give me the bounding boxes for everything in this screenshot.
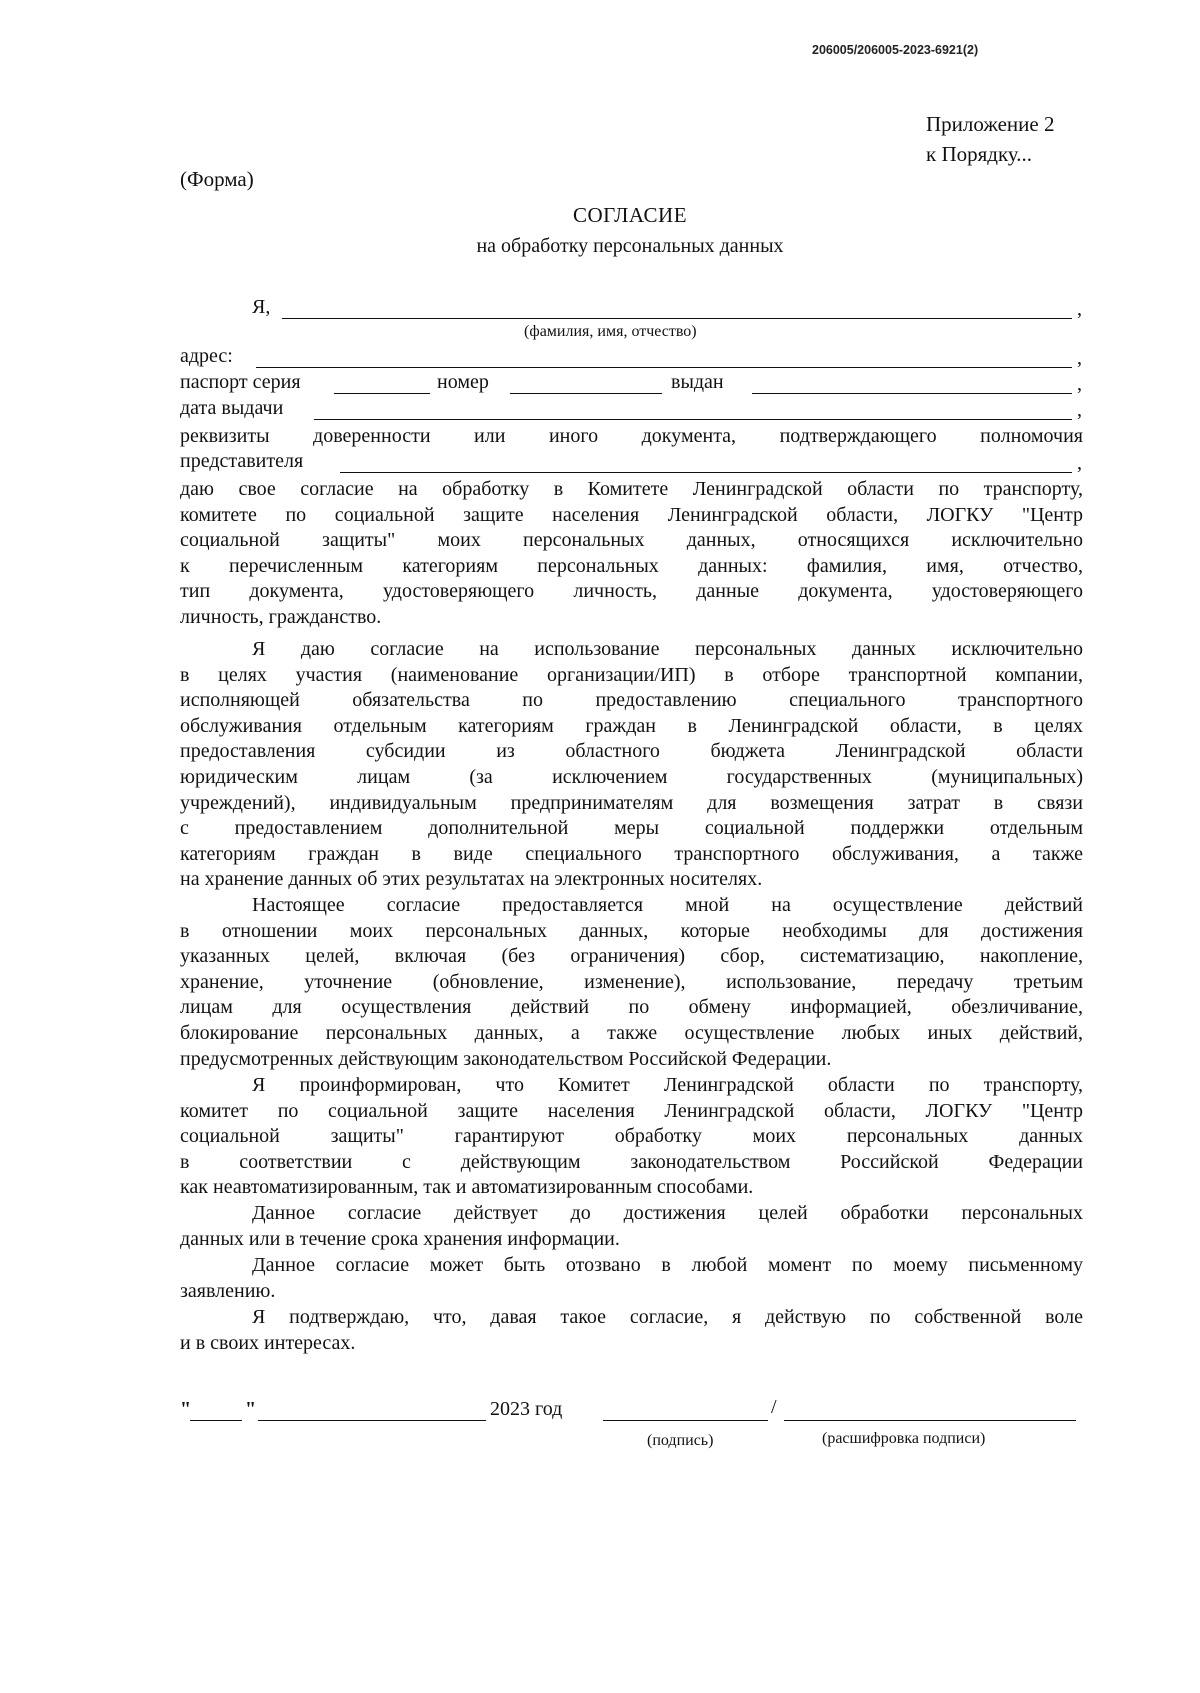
comma: ,: [1077, 347, 1082, 369]
text-line: юридическим лицам (за исключением государственных (муниципальных): [180, 765, 1083, 788]
text-line: даю свое согласие на обработку в Комитете Ленинградской области по транспорту,: [180, 478, 1083, 500]
text-line: Данное согласие может быть отозвано в любой момент по моему письменному: [252, 1254, 1083, 1276]
signature-field[interactable]: [603, 1420, 768, 1421]
appendix-reference: к Порядку...: [926, 142, 1033, 166]
comma: ,: [1077, 298, 1082, 320]
month-field[interactable]: [258, 1420, 486, 1421]
text-line: с предоставлением дополнительной меры социальной поддержки отдельным: [180, 817, 1083, 840]
paragraph-confirmation: [180, 1305, 1083, 1356]
text-line: личность, гражданство.: [180, 605, 382, 628]
form-label: (Форма): [180, 167, 254, 191]
representative-block: [180, 424, 1083, 450]
representative-line: реквизиты доверенности или иного документа, подтверждающего полномочия: [180, 425, 1083, 447]
appendix-label: Приложение 2: [926, 112, 1055, 136]
text-line: социальной защиты" гарантируют обработку моих персональных данных: [180, 1125, 1083, 1148]
text-line: блокирование персональных данных, а также осуществление любых иных действий,: [180, 1021, 1083, 1044]
text-line: обслуживания отдельным категориям граждан в Ленинградской области, в целях: [180, 714, 1083, 737]
text-line: категориям граждан в виде специального транспортного обслуживания, а также: [180, 842, 1083, 865]
comma: ,: [1077, 452, 1082, 474]
text-line: в отношении моих персональных данных, которые необходимы для достижения: [180, 919, 1083, 942]
text-line: Я даю согласие на использование персональных данных исключительно: [252, 638, 1083, 660]
text-line: комитет по социальной защите населения Ленинградской области, ЛОГКУ "Центр: [180, 1099, 1083, 1122]
document-title: СОГЛАСИЕ: [572, 203, 688, 227]
text-line: тип документа, удостоверяющего личность, данные документа, удостоверяющего: [180, 580, 1083, 603]
text-line: в соответствии с действующим законодательством Российской Федерации: [180, 1150, 1083, 1173]
comma: ,: [1077, 373, 1082, 395]
paragraph-revocation: [180, 1253, 1083, 1304]
text-line: исполняющей обязательства по предоставлению специального транспортного: [180, 689, 1083, 712]
passport-number-field[interactable]: [510, 393, 662, 394]
passport-number-label: номер: [437, 371, 489, 393]
paragraph-consent: [180, 477, 1083, 631]
text-line: предусмотренных действующим законодательством Российской Федерации.: [180, 1047, 832, 1070]
representative-field[interactable]: [340, 472, 1072, 473]
text-line: к перечисленным категориям персональных данных: фамилия, имя, отчество,: [180, 554, 1083, 577]
signature-decoding-field[interactable]: [784, 1420, 1076, 1421]
issue-date-label: дата выдачи: [180, 397, 284, 419]
passport-series-field[interactable]: [334, 393, 430, 394]
text-line: на хранение данных об этих результатах на электронных носителях.: [180, 868, 763, 891]
paragraph-purpose: [180, 637, 1083, 893]
representative-label: представителя: [180, 450, 304, 472]
issued-label: выдан: [671, 371, 724, 393]
passport-series-label: паспорт серия: [180, 371, 301, 393]
document-subtitle: на обработку персональных данных: [476, 235, 784, 257]
text-line: комитете по социальной защите населения Ленинградской области, ЛОГКУ "Центр: [180, 503, 1083, 526]
text-line: хранение, уточнение (обновление, изменение), использование, передачу третьим: [180, 970, 1083, 993]
quote-open: ": [180, 1398, 192, 1420]
text-line: лицам для осуществления действий по обмену информацией, обезличивание,: [180, 996, 1083, 1019]
issue-date-field[interactable]: [314, 419, 1072, 420]
text-line: как неавтоматизированным, так и автоматизированным способами.: [180, 1176, 754, 1199]
text-line: Настоящее согласие предоставляется мной на осуществление действий: [252, 894, 1083, 916]
i-label: Я,: [252, 296, 271, 318]
paragraph-actions: [180, 893, 1083, 1072]
paragraph-informed: [180, 1073, 1083, 1201]
paragraph-validity: [180, 1201, 1083, 1252]
slash: /: [771, 1396, 777, 1418]
text-line: учреждений), индивидуальным предпринимателям для возмещения затрат в связи: [180, 791, 1083, 814]
signature-caption: (подпись): [647, 1432, 714, 1449]
decoding-caption: (расшифровка подписи): [822, 1430, 986, 1447]
text-line: указанных целей, включая (без ограничения) сбор, систематизацию, накопление,: [180, 945, 1083, 968]
day-field[interactable]: [190, 1420, 242, 1421]
fio-caption: (фамилия, имя, отчество): [524, 323, 697, 340]
text-line: данных или в течение срока хранения информации.: [180, 1227, 620, 1250]
address-label: адрес:: [180, 345, 233, 367]
fio-field[interactable]: [282, 318, 1072, 319]
text-line: предоставления субсидии из областного бюджета Ленинградской области: [180, 740, 1083, 763]
comma: ,: [1077, 399, 1082, 421]
document-number: 206005/206005-2023-6921(2): [812, 43, 979, 57]
year-label: 2023 год: [490, 1398, 563, 1420]
text-line: Данное согласие действует до достижения целей обработки персональных: [252, 1202, 1083, 1224]
quote-close: ": [245, 1398, 257, 1420]
text-line: заявлению.: [180, 1279, 276, 1302]
issued-by-field[interactable]: [752, 393, 1072, 394]
text-line: Я проинформирован, что Комитет Ленинградской области по транспорту,: [252, 1074, 1083, 1096]
address-field[interactable]: [256, 367, 1072, 368]
text-line: социальной защиты" моих персональных данных, относящихся исключительно: [180, 529, 1083, 552]
text-line: в целях участия (наименование организации/ИП) в отборе транспортной компании,: [180, 663, 1083, 686]
text-line: Я подтверждаю, что, давая такое согласие, я действую по собственной воле: [252, 1306, 1083, 1328]
text-line: и в своих интересах.: [180, 1331, 356, 1354]
